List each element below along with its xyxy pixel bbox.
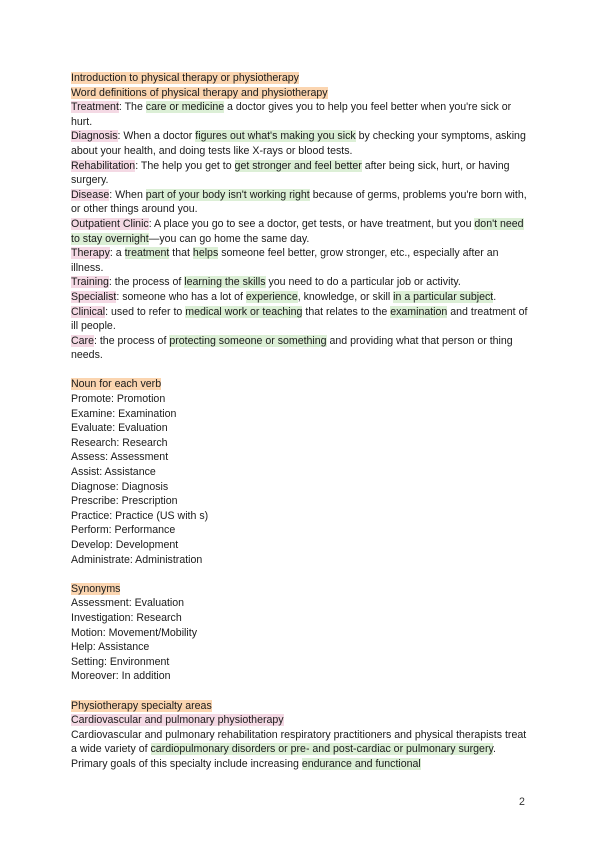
term: Care	[71, 334, 94, 347]
list-item: Administrate: Administration	[71, 553, 203, 566]
section-subheading-cardiovascular: Cardiovascular and pulmonary physiotherapy	[71, 714, 284, 727]
definition-diagnosis: Diagnosis: When a doctor figures out what's making you sick by checking your symptoms, asking about your health, and doing tests like X-rays or blood tests.	[71, 130, 526, 157]
term: Specialist	[71, 290, 117, 303]
section-heading-nouns: Noun for each verb	[71, 378, 162, 391]
section-heading-specialty-areas: Physiotherapy specialty areas	[71, 699, 212, 712]
definition-training: Training: the process of learning the skills you need to do a particular job or activity.	[71, 276, 461, 289]
list-item: Help: Assistance	[71, 641, 150, 654]
list-item: Diagnose: Diagnosis	[71, 480, 169, 493]
term: Diagnosis	[71, 130, 118, 143]
list-item: Assessment: Evaluation	[71, 597, 185, 610]
list-item: Perform: Performance	[71, 524, 176, 537]
definition-outpatient-clinic: Outpatient Clinic: A place you go to see a doctor, get tests, or have treatment, but you don't need to stay overnight—you can go home the same day.	[71, 217, 524, 245]
list-item: Investigation: Research	[71, 611, 182, 624]
list-item: Promote: Promotion	[71, 393, 166, 406]
definition-disease: Disease: When part of your body isn't working right because of germs, problems you're born with, or other things around you.	[71, 188, 527, 216]
page-number: 2	[519, 796, 525, 808]
definition-specialist: Specialist: someone who has a lot of experience, knowledge, or skill in a particular subject.	[71, 290, 497, 303]
list-item: Practice: Practice (US with s)	[71, 509, 209, 522]
definition-treatment: Treatment: The care or medicine a doctor gives you to help you feel better when you're sick or hurt.	[71, 101, 512, 128]
section-heading-synonyms: Synonyms	[71, 582, 121, 595]
term: Outpatient Clinic	[71, 217, 149, 230]
section-heading-intro: Introduction to physical therapy or physiotherapy	[71, 72, 299, 84]
spacer	[71, 567, 531, 582]
list-item: Assist: Assistance	[71, 466, 156, 479]
term: Therapy	[71, 247, 110, 260]
definition-clinical: Clinical: used to refer to medical work or teaching that relates to the examination and treatment of ill people.	[71, 305, 528, 333]
term: Clinical	[71, 305, 106, 318]
term: Training	[71, 276, 109, 289]
list-item: Assess: Assessment	[71, 451, 169, 464]
list-item: Setting: Environment	[71, 655, 170, 668]
section-subheading-definitions: Word definitions of physical therapy and physiotherapy	[71, 86, 328, 99]
definition-care: Care: the process of protecting someone or something and providing what that person or thing needs.	[71, 334, 513, 362]
list-item: Develop: Development	[71, 539, 179, 551]
definition-rehabilitation: Rehabilitation: The help you get to get stronger and feel better after being sick, hurt, or having surgery.	[71, 159, 510, 187]
list-item: Prescribe: Prescription	[71, 495, 178, 508]
list-item: Research: Research	[71, 436, 168, 449]
definition-therapy: Therapy: a treatment that helps someone feel better, grow stronger, etc., especially after an illness.	[71, 247, 499, 274]
spacer	[71, 363, 531, 378]
page-content	[71, 71, 531, 772]
term: Rehabilitation	[71, 159, 136, 172]
list-item: Motion: Movement/Mobility	[71, 626, 197, 639]
list-item: Examine: Examination	[71, 407, 177, 420]
list-item: Evaluate: Evaluation	[71, 422, 168, 435]
spacer	[71, 684, 531, 699]
list-item: Moreover: In addition	[71, 670, 171, 683]
paragraph-cardiovascular: Cardiovascular and pulmonary rehabilitation respiratory practitioners and physical therapists treat a wide variety of cardiopulmonary disorders or pre- and post-cardiac or pulmonary surgery. Primary goals of this specialty include increasing endurance and functional	[71, 728, 527, 770]
term: Disease	[71, 188, 110, 201]
term: Treatment	[71, 101, 119, 114]
